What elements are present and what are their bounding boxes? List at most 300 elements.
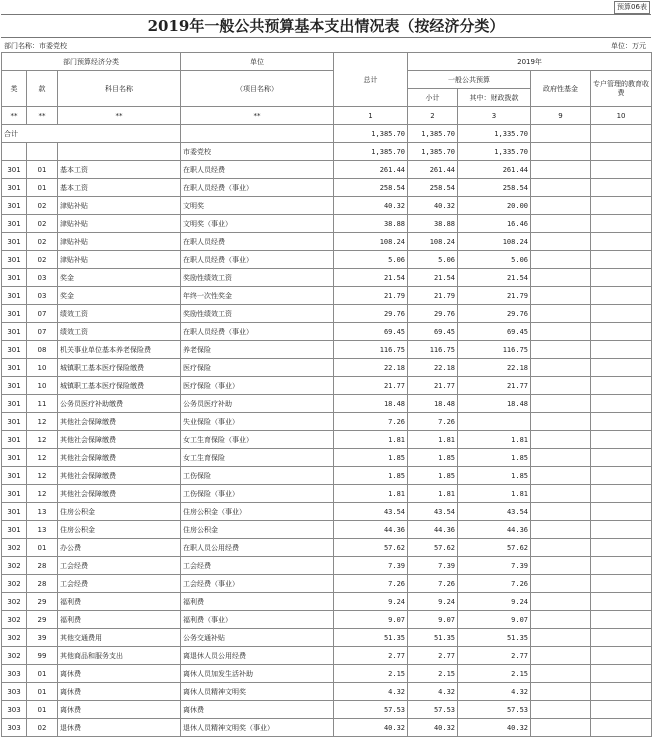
row-item-name: 其他商品和服务支出 (58, 647, 181, 665)
row-kuan: 03 (27, 269, 58, 287)
row-unit-name: 住房公积金（事业） (181, 503, 334, 521)
row-gov-fund (531, 341, 591, 359)
row-kuan: 03 (27, 287, 58, 305)
row-item-name: 其他社会保障缴费 (58, 449, 181, 467)
row-special-edu (591, 287, 652, 305)
row-total: 43.54 (334, 503, 408, 521)
row-subtotal: 1.81 (408, 485, 458, 503)
row-total: 1.85 (334, 467, 408, 485)
row-subtotal: 44.36 (408, 521, 458, 539)
row-special-edu (591, 719, 652, 737)
row-unit-name: 医疗保险（事业） (181, 377, 334, 395)
row-fiscal: 57.53 (458, 701, 531, 719)
total-fiscal: 1,335.70 (458, 125, 531, 143)
row-subtotal: 1.81 (408, 431, 458, 449)
row-kuan: 29 (27, 593, 58, 611)
row-lei: 302 (2, 557, 27, 575)
row-fiscal: 1.85 (458, 449, 531, 467)
row-item-name: 福利费 (58, 611, 181, 629)
row-lei: 301 (2, 233, 27, 251)
row-item-name: 住房公积金 (58, 503, 181, 521)
row-item-name: 其他交通费用 (58, 629, 181, 647)
row-fiscal: 108.24 (458, 233, 531, 251)
row-special-edu (591, 431, 652, 449)
row-special-edu (591, 449, 652, 467)
row-lei: 302 (2, 629, 27, 647)
row-special-edu (591, 179, 652, 197)
table-row (2, 575, 652, 593)
form-code-row (0, 0, 652, 14)
row-special-edu (591, 593, 652, 611)
row-unit-name: 福利费（事业） (181, 611, 334, 629)
row-item-name: 工会经费 (58, 557, 181, 575)
row-subtotal: 21.77 (408, 377, 458, 395)
row-gov-fund (531, 395, 591, 413)
row-special-edu (591, 359, 652, 377)
row-unit-name: 在职人员经费 (181, 161, 334, 179)
row-subtotal: 69.45 (408, 323, 458, 341)
row-fiscal: 44.36 (458, 521, 531, 539)
row-special-edu (591, 395, 652, 413)
row-kuan: 12 (27, 413, 58, 431)
row-total: 40.32 (334, 197, 408, 215)
row-item-name: 离休费 (58, 701, 181, 719)
row-gov-fund (531, 665, 591, 683)
table-row (2, 593, 652, 611)
row-kuan: 12 (27, 467, 58, 485)
row-fiscal: 1.81 (458, 485, 531, 503)
header-total: 总计 (334, 53, 408, 107)
row-item-name: 住房公积金 (58, 521, 181, 539)
row-total: 2.77 (334, 647, 408, 665)
header-kuan: 款 (27, 71, 58, 107)
table-header (2, 53, 652, 125)
header-subtotal: 小计 (408, 89, 458, 107)
row-unit-name: 在职人员经费（事业） (181, 179, 334, 197)
row-subtotal: 4.32 (408, 683, 458, 701)
row-unit-name: 养老保险 (181, 341, 334, 359)
row-fiscal: 51.35 (458, 629, 531, 647)
row-fiscal: 40.32 (458, 719, 531, 737)
row-item-name: 基本工资 (58, 161, 181, 179)
row-unit-name: 福利费 (181, 593, 334, 611)
row-lei: 301 (2, 305, 27, 323)
row-lei: 302 (2, 611, 27, 629)
total-label: 合计 (2, 125, 181, 143)
row-subtotal: 5.06 (408, 251, 458, 269)
stars-kuan: ** (27, 107, 58, 125)
row-unit-name: 公务员医疗补助 (181, 395, 334, 413)
row-special-edu (591, 161, 652, 179)
total-amount: 1,385.70 (334, 125, 408, 143)
row-gov-fund (531, 557, 591, 575)
row-gov-fund (531, 521, 591, 539)
row-total: 1.81 (334, 431, 408, 449)
row-lei: 301 (2, 467, 27, 485)
table-row (2, 683, 652, 701)
row-item-name: 津贴补贴 (58, 215, 181, 233)
header-item-name: 科目名称 (58, 71, 181, 107)
table-row (2, 647, 652, 665)
row-lei: 301 (2, 179, 27, 197)
col-number-2: 2 (408, 107, 458, 125)
unit-subtotal: 1,385.70 (408, 143, 458, 161)
row-gov-fund (531, 161, 591, 179)
row-lei: 302 (2, 647, 27, 665)
row-item-name: 退休费 (58, 719, 181, 737)
row-fiscal: 9.07 (458, 611, 531, 629)
row-kuan: 02 (27, 215, 58, 233)
row-item-name: 绩效工资 (58, 323, 181, 341)
table-row (2, 305, 652, 323)
table-row (2, 377, 652, 395)
table-row (2, 161, 652, 179)
row-gov-fund (531, 215, 591, 233)
table-row (2, 503, 652, 521)
row-item-name: 奖金 (58, 287, 181, 305)
row-kuan: 11 (27, 395, 58, 413)
row-unit-name: 失业保险（事业） (181, 413, 334, 431)
row-fiscal: 2.15 (458, 665, 531, 683)
table-row (2, 269, 652, 287)
row-special-edu (591, 341, 652, 359)
row-unit-name: 离休费 (181, 701, 334, 719)
row-special-edu (591, 269, 652, 287)
row-gov-fund (531, 719, 591, 737)
row-item-name: 办公费 (58, 539, 181, 557)
table-row (2, 521, 652, 539)
row-total: 116.75 (334, 341, 408, 359)
row-item-name: 津贴补贴 (58, 251, 181, 269)
row-item-name: 离休费 (58, 683, 181, 701)
row-fiscal (458, 413, 531, 431)
row-kuan: 12 (27, 485, 58, 503)
table-row (2, 413, 652, 431)
row-lei: 302 (2, 575, 27, 593)
row-subtotal: 21.79 (408, 287, 458, 305)
row-lei: 301 (2, 431, 27, 449)
row-item-name: 其他社会保障缴费 (58, 485, 181, 503)
row-kuan: 08 (27, 341, 58, 359)
row-item-name: 其他社会保障缴费 (58, 467, 181, 485)
table-row (2, 395, 652, 413)
row-lei: 301 (2, 521, 27, 539)
row-special-edu (591, 197, 652, 215)
header-general-budget: 一般公共预算 (408, 71, 531, 89)
row-kuan: 01 (27, 701, 58, 719)
row-unit-name: 医疗保险 (181, 359, 334, 377)
row-item-name: 其他社会保障缴费 (58, 413, 181, 431)
row-unit-name: 文明奖 (181, 197, 334, 215)
row-item-name: 机关事业单位基本养老保险费 (58, 341, 181, 359)
row-kuan: 02 (27, 197, 58, 215)
row-special-edu (591, 629, 652, 647)
stars-unit: ** (181, 107, 334, 125)
table-row (2, 701, 652, 719)
table-row (2, 215, 652, 233)
row-fiscal: 21.79 (458, 287, 531, 305)
row-item-name: 福利费 (58, 593, 181, 611)
row-kuan: 10 (27, 377, 58, 395)
department-name: 部门名称：市委党校 (4, 42, 67, 50)
row-subtotal: 40.32 (408, 719, 458, 737)
row-gov-fund (531, 287, 591, 305)
row-fiscal: 18.48 (458, 395, 531, 413)
header-lei: 类 (2, 71, 27, 107)
row-gov-fund (531, 629, 591, 647)
row-fiscal: 57.62 (458, 539, 531, 557)
row-total: 9.07 (334, 611, 408, 629)
row-subtotal: 29.76 (408, 305, 458, 323)
row-lei: 301 (2, 485, 27, 503)
row-gov-fund (531, 467, 591, 485)
row-gov-fund (531, 305, 591, 323)
header-econ-class: 部门预算经济分类 (2, 53, 181, 71)
table-row (2, 431, 652, 449)
row-lei: 301 (2, 413, 27, 431)
row-fiscal: 29.76 (458, 305, 531, 323)
row-subtotal: 258.54 (408, 179, 458, 197)
row-gov-fund (531, 611, 591, 629)
row-lei: 303 (2, 665, 27, 683)
table-row (2, 611, 652, 629)
row-special-edu (591, 503, 652, 521)
row-gov-fund (531, 539, 591, 557)
row-unit-name: 公务交通补贴 (181, 629, 334, 647)
row-special-edu (591, 377, 652, 395)
col-number-3: 3 (458, 107, 531, 125)
row-fiscal: 258.54 (458, 179, 531, 197)
unit-fiscal: 1,335.70 (458, 143, 531, 161)
row-special-edu (591, 215, 652, 233)
table-row (2, 485, 652, 503)
row-gov-fund (531, 683, 591, 701)
row-special-edu (591, 701, 652, 719)
row-unit-name: 女工生育保险 (181, 449, 334, 467)
row-unit-name: 工伤保险 (181, 467, 334, 485)
row-total: 4.32 (334, 683, 408, 701)
row-gov-fund (531, 449, 591, 467)
row-gov-fund (531, 251, 591, 269)
col-number-10: 10 (591, 107, 652, 125)
row-gov-fund (531, 197, 591, 215)
row-unit-name: 在职人员公用经费 (181, 539, 334, 557)
table-row (2, 287, 652, 305)
row-total: 38.88 (334, 215, 408, 233)
row-total: 108.24 (334, 233, 408, 251)
row-subtotal: 108.24 (408, 233, 458, 251)
row-special-edu (591, 233, 652, 251)
row-total: 258.54 (334, 179, 408, 197)
row-total: 5.06 (334, 251, 408, 269)
row-unit-name: 工伤保险（事业） (181, 485, 334, 503)
row-fiscal: 116.75 (458, 341, 531, 359)
table-row (2, 449, 652, 467)
row-kuan: 02 (27, 251, 58, 269)
row-fiscal: 20.00 (458, 197, 531, 215)
row-total: 21.79 (334, 287, 408, 305)
row-lei: 301 (2, 341, 27, 359)
row-kuan: 29 (27, 611, 58, 629)
row-fiscal: 7.39 (458, 557, 531, 575)
row-gov-fund (531, 413, 591, 431)
row-item-name: 基本工资 (58, 179, 181, 197)
budget-table (1, 52, 652, 737)
row-special-edu (591, 665, 652, 683)
row-unit-name: 在职人员经费（事业） (181, 251, 334, 269)
row-subtotal: 9.07 (408, 611, 458, 629)
total-subtotal: 1,385.70 (408, 125, 458, 143)
row-subtotal: 38.88 (408, 215, 458, 233)
table-row (2, 197, 652, 215)
row-item-name: 离休费 (58, 665, 181, 683)
row-gov-fund (531, 593, 591, 611)
row-unit-name: 退休人员精神文明奖（事业） (181, 719, 334, 737)
row-kuan: 39 (27, 629, 58, 647)
row-kuan: 07 (27, 305, 58, 323)
row-special-edu (591, 467, 652, 485)
table-row (2, 341, 652, 359)
row-gov-fund (531, 701, 591, 719)
row-lei: 301 (2, 323, 27, 341)
row-special-edu (591, 251, 652, 269)
row-special-edu (591, 575, 652, 593)
row-gov-fund (531, 359, 591, 377)
row-lei: 303 (2, 719, 27, 737)
table-row (2, 179, 652, 197)
row-special-edu (591, 557, 652, 575)
row-item-name: 绩效工资 (58, 305, 181, 323)
row-fiscal: 1.85 (458, 467, 531, 485)
row-kuan: 12 (27, 431, 58, 449)
row-total: 57.62 (334, 539, 408, 557)
row-unit-name: 离退休人员公用经费 (181, 647, 334, 665)
row-unit-name: 工会经费（事业） (181, 575, 334, 593)
row-subtotal: 2.15 (408, 665, 458, 683)
row-fiscal: 2.77 (458, 647, 531, 665)
row-total: 7.39 (334, 557, 408, 575)
row-unit-name: 离休人员精神文明奖 (181, 683, 334, 701)
col-number-1: 1 (334, 107, 408, 125)
unit-total: 1,385.70 (334, 143, 408, 161)
row-unit-name: 工会经费 (181, 557, 334, 575)
row-fiscal: 69.45 (458, 323, 531, 341)
row-subtotal: 7.26 (408, 413, 458, 431)
table-row (2, 665, 652, 683)
row-gov-fund (531, 179, 591, 197)
row-fiscal: 22.18 (458, 359, 531, 377)
table-body (2, 161, 652, 737)
row-subtotal: 261.44 (408, 161, 458, 179)
row-total: 69.45 (334, 323, 408, 341)
row-fiscal: 4.32 (458, 683, 531, 701)
header-year: 2019年 (408, 53, 652, 71)
row-kuan: 01 (27, 161, 58, 179)
row-unit-name: 奖励性绩效工资 (181, 305, 334, 323)
row-kuan: 02 (27, 233, 58, 251)
row-unit-name: 文明奖（事业） (181, 215, 334, 233)
row-fiscal: 5.06 (458, 251, 531, 269)
row-fiscal: 9.24 (458, 593, 531, 611)
table-row (2, 539, 652, 557)
row-fiscal: 261.44 (458, 161, 531, 179)
table-row (2, 629, 652, 647)
stars-lei: ** (2, 107, 27, 125)
header-special-edu: 专户管理的教育收费 (591, 71, 652, 107)
row-gov-fund (531, 323, 591, 341)
row-total: 29.76 (334, 305, 408, 323)
row-item-name: 公务员医疗补助缴费 (58, 395, 181, 413)
row-kuan: 10 (27, 359, 58, 377)
row-subtotal: 1.85 (408, 467, 458, 485)
row-lei: 301 (2, 215, 27, 233)
row-item-name: 津贴补贴 (58, 233, 181, 251)
row-total: 40.32 (334, 719, 408, 737)
row-lei: 301 (2, 197, 27, 215)
row-lei: 301 (2, 503, 27, 521)
row-gov-fund (531, 503, 591, 521)
row-fiscal: 16.46 (458, 215, 531, 233)
row-unit-name: 女工生育保险（事业） (181, 431, 334, 449)
row-total: 44.36 (334, 521, 408, 539)
row-fiscal: 21.54 (458, 269, 531, 287)
header-gov-fund: 政府性基金 (531, 71, 591, 107)
row-total: 1.85 (334, 449, 408, 467)
row-lei: 301 (2, 287, 27, 305)
row-subtotal: 7.39 (408, 557, 458, 575)
row-item-name: 津贴补贴 (58, 197, 181, 215)
row-kuan: 07 (27, 323, 58, 341)
row-total: 21.54 (334, 269, 408, 287)
row-subtotal: 22.18 (408, 359, 458, 377)
row-total: 1.81 (334, 485, 408, 503)
row-special-edu (591, 521, 652, 539)
row-item-name: 其他社会保障缴费 (58, 431, 181, 449)
row-lei: 303 (2, 683, 27, 701)
row-lei: 301 (2, 449, 27, 467)
header-project-name: （项目名称） (181, 71, 334, 107)
row-special-edu (591, 647, 652, 665)
row-subtotal: 57.62 (408, 539, 458, 557)
row-special-edu (591, 683, 652, 701)
row-lei: 301 (2, 377, 27, 395)
unit-label: 单位：万元 (611, 42, 646, 50)
row-gov-fund (531, 485, 591, 503)
row-gov-fund (531, 269, 591, 287)
row-subtotal: 18.48 (408, 395, 458, 413)
row-lei: 303 (2, 701, 27, 719)
row-kuan: 13 (27, 521, 58, 539)
row-unit-name: 在职人员经费（事业） (181, 323, 334, 341)
row-lei: 301 (2, 359, 27, 377)
row-total: 57.53 (334, 701, 408, 719)
row-total: 7.26 (334, 575, 408, 593)
header-unit: 单位 (181, 53, 334, 71)
row-kuan: 02 (27, 719, 58, 737)
row-total: 51.35 (334, 629, 408, 647)
row-subtotal: 116.75 (408, 341, 458, 359)
row-lei: 302 (2, 593, 27, 611)
row-unit-name: 年终一次性奖金 (181, 287, 334, 305)
stars-name: ** (58, 107, 181, 125)
row-lei: 301 (2, 269, 27, 287)
row-item-name: 城镇职工基本医疗保险缴费 (58, 377, 181, 395)
table-row (2, 233, 652, 251)
row-total: 7.26 (334, 413, 408, 431)
row-kuan: 12 (27, 449, 58, 467)
row-special-edu (591, 413, 652, 431)
table-summary (2, 125, 652, 161)
